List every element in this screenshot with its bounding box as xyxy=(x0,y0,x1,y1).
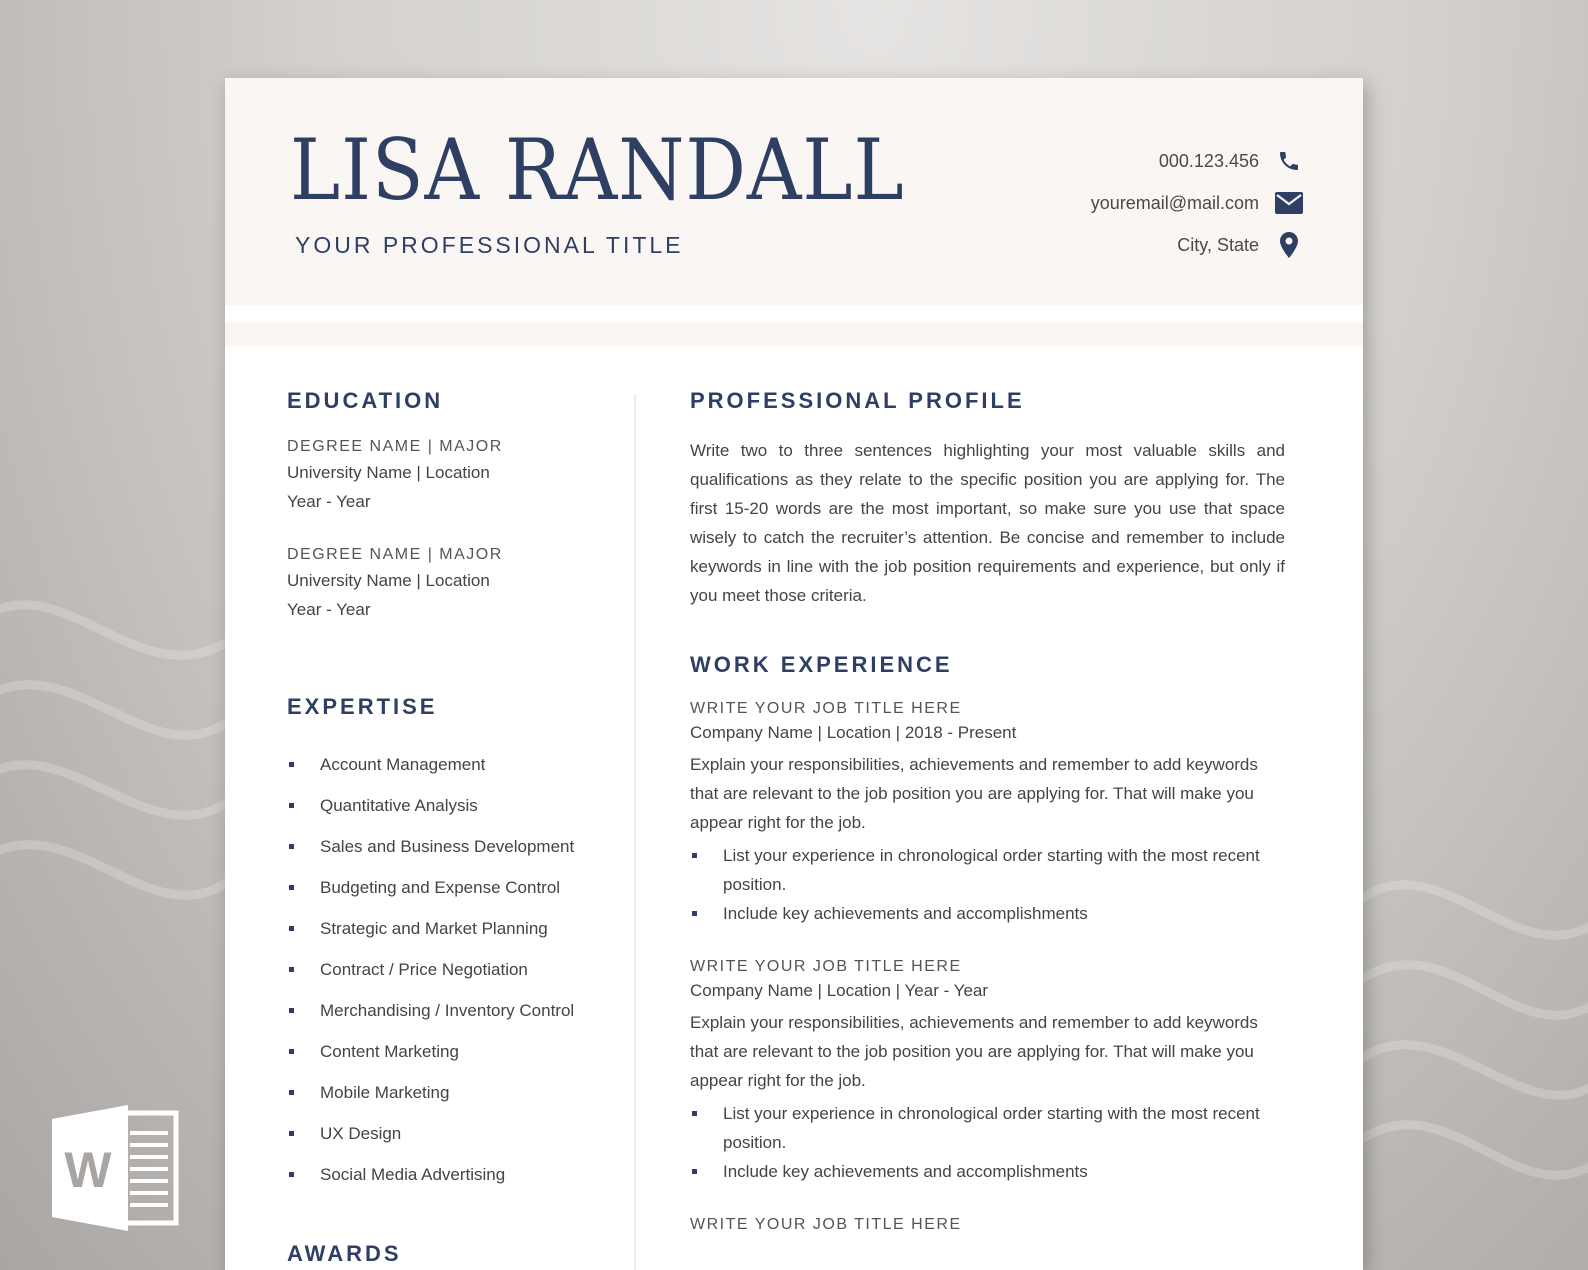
left-column xyxy=(287,386,617,1269)
job-title: WRITE YOUR JOB TITLE HERE xyxy=(690,1216,962,1233)
resume-header xyxy=(225,78,1363,305)
awards-heading: AWARDS xyxy=(287,1241,402,1266)
job-company: Company Name | Location | Year - Year xyxy=(690,981,989,1000)
contact-location xyxy=(1091,224,1303,266)
word-letter: W xyxy=(64,1142,112,1198)
job-entry xyxy=(690,1214,1290,1236)
awards-section xyxy=(287,1239,617,1269)
expertise-item: Mobile Marketing xyxy=(287,1072,617,1113)
profile-summary: Write two to three sentences highlighting your most valuable skills and qualifications as they relate to the specific position you are applying for. The first 15-20 words are the most important, so make sure you use that space wisely to catch the recruiter’s attention. Be concise and remember to include keywords in line with the job position requirements and experience, but only if you meet those criteria. xyxy=(690,441,1285,605)
location-text: City, State xyxy=(1177,234,1259,255)
location-pin-icon xyxy=(1275,231,1303,259)
expertise-item: Contract / Price Negotiation xyxy=(287,949,617,990)
expertise-item: Account Management xyxy=(287,744,617,785)
degree-name: DEGREE NAME | MAJOR xyxy=(287,546,503,563)
column-divider xyxy=(634,394,636,1270)
expertise-section xyxy=(287,692,617,1195)
expertise-item: Quantitative Analysis xyxy=(287,785,617,826)
profile-heading: PROFESSIONAL PROFILE xyxy=(690,388,1025,413)
expertise-item: Budgeting and Expense Control xyxy=(287,867,617,908)
expertise-item: UX Design xyxy=(287,1113,617,1154)
expertise-item: Merchandising / Inventory Control xyxy=(287,990,617,1031)
education-heading: EDUCATION xyxy=(287,388,444,413)
job-company: Company Name | Location | 2018 - Present xyxy=(690,723,1017,742)
email-text: youremail@mail.com xyxy=(1090,192,1259,213)
expertise-item: Social Media Advertising xyxy=(287,1154,617,1195)
expertise-heading: EXPERTISE xyxy=(287,694,438,719)
university-name: University Name | Location xyxy=(287,571,490,590)
job-title: WRITE YOUR JOB TITLE HERE xyxy=(690,958,962,975)
job-bullet-list xyxy=(690,1099,1290,1186)
job-bullet: List your experience in chronological order starting with the most recent position. xyxy=(690,1099,1263,1157)
expertise-item: Sales and Business Development xyxy=(287,826,617,867)
job-entry xyxy=(690,956,1290,1186)
job-bullet: Include key achievements and accomplishments xyxy=(690,1157,1263,1186)
resume-page xyxy=(225,78,1363,1270)
education-entry xyxy=(287,544,617,624)
phone-icon xyxy=(1275,147,1303,175)
word-document-icon xyxy=(50,1103,180,1233)
university-name: University Name | Location xyxy=(287,463,490,482)
candidate-name: LISA RANDALL xyxy=(290,121,905,219)
contact-email xyxy=(1091,182,1303,224)
work-experience-heading: WORK EXPERIENCE xyxy=(690,652,953,677)
job-bullet-list xyxy=(690,841,1290,928)
contact-phone xyxy=(1091,140,1303,182)
job-description: Explain your responsibilities, achievements and remember to add keywords that are relevant to the job position you are applying for. That will make you appear right for the job. xyxy=(690,755,1258,832)
education-years: Year - Year xyxy=(287,492,371,511)
job-title: WRITE YOUR JOB TITLE HERE xyxy=(690,700,962,717)
job-entry xyxy=(690,698,1290,928)
job-bullet: Include key achievements and accomplishments xyxy=(690,899,1263,928)
education-years: Year - Year xyxy=(287,600,371,619)
job-bullet: List your experience in chronological order starting with the most recent position. xyxy=(690,841,1263,899)
education-entry xyxy=(287,436,617,516)
job-description: Explain your responsibilities, achievements and remember to add keywords that are relevant to the job position you are applying for. That will make you appear right for the job. xyxy=(690,1013,1258,1090)
header-accent-band xyxy=(225,322,1363,346)
expertise-list xyxy=(287,744,617,1195)
expertise-item: Strategic and Market Planning xyxy=(287,908,617,949)
right-column xyxy=(690,386,1290,1236)
contact-info xyxy=(1091,140,1303,266)
professional-title: YOUR PROFESSIONAL TITLE xyxy=(295,232,684,258)
degree-name: DEGREE NAME | MAJOR xyxy=(287,438,503,455)
mail-icon xyxy=(1275,189,1303,217)
work-experience-section xyxy=(690,650,1290,1236)
phone-text: 000.123.456 xyxy=(1158,150,1259,171)
expertise-item: Content Marketing xyxy=(287,1031,617,1072)
